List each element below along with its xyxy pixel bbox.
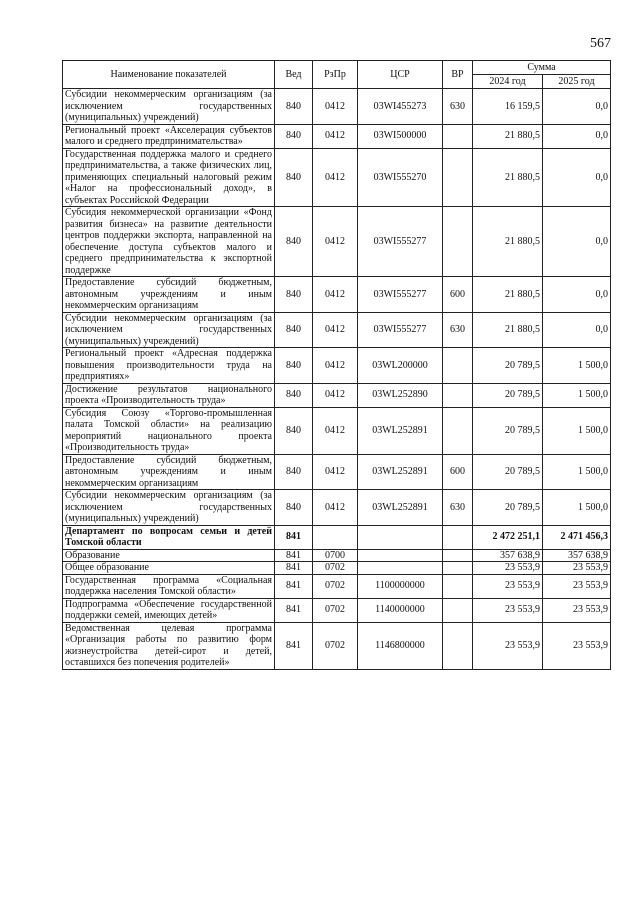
row-vr-cell: 630 <box>443 490 473 526</box>
table-body <box>63 89 611 670</box>
row-vr-cell <box>443 124 473 148</box>
row-vr-cell <box>443 598 473 622</box>
row-sum-2024-cell: 23 553,9 <box>473 622 543 669</box>
page-number: 567 <box>590 36 611 51</box>
row-sum-2024-cell: 20 789,5 <box>473 383 543 407</box>
table-row <box>63 277 611 313</box>
row-ved-cell: 841 <box>275 525 313 549</box>
row-csr-cell: 03WI455273 <box>358 89 443 125</box>
row-sum-2025-cell: 0,0 <box>543 148 611 207</box>
header-vr: ВР <box>443 61 473 89</box>
row-sum-2024-cell: 20 789,5 <box>473 490 543 526</box>
row-sum-2025-cell: 23 553,9 <box>543 598 611 622</box>
row-name-cell: Подпрограмма «Обеспечение государственной поддержки семей, имеющих детей» <box>63 598 275 622</box>
row-vr-cell: 630 <box>443 89 473 125</box>
row-rzpr-cell: 0412 <box>313 124 358 148</box>
table-row <box>63 562 611 575</box>
budget-table <box>62 60 611 670</box>
row-rzpr-cell: 0412 <box>313 407 358 454</box>
row-name-cell: Образование <box>63 549 275 562</box>
row-sum-2024-cell: 21 880,5 <box>473 312 543 348</box>
row-name-cell: Субсидия Союзу «Торгово-промышленная палата Томской области» на реализацию мероприятий национального проекта «Производительность труда» <box>63 407 275 454</box>
row-name-cell: Субсидии некоммерческим организациям (за исключением государственных (муниципальных) учреждений) <box>63 89 275 125</box>
row-sum-2025-cell: 23 553,9 <box>543 562 611 575</box>
row-rzpr-cell: 0412 <box>313 207 358 277</box>
row-sum-2025-cell: 0,0 <box>543 277 611 313</box>
row-rzpr-cell: 0702 <box>313 574 358 598</box>
row-sum-2025-cell: 1 500,0 <box>543 490 611 526</box>
row-sum-2024-cell: 23 553,9 <box>473 562 543 575</box>
table-row <box>63 348 611 384</box>
table-row <box>63 622 611 669</box>
header-ved: Вед <box>275 61 313 89</box>
table-header <box>63 61 611 89</box>
row-ved-cell: 841 <box>275 598 313 622</box>
row-name-cell: Департамент по вопросам семьи и детей Томской области <box>63 525 275 549</box>
row-vr-cell <box>443 348 473 384</box>
row-ved-cell: 840 <box>275 348 313 384</box>
row-name-cell: Общее образование <box>63 562 275 575</box>
row-csr-cell: 1146800000 <box>358 622 443 669</box>
row-ved-cell: 840 <box>275 124 313 148</box>
table-row <box>63 598 611 622</box>
row-csr-cell: 03WL252891 <box>358 407 443 454</box>
table-row <box>63 207 611 277</box>
row-sum-2025-cell: 1 500,0 <box>543 383 611 407</box>
header-year-2025: 2025 год <box>543 75 611 89</box>
table-row <box>63 525 611 549</box>
row-rzpr-cell: 0702 <box>313 562 358 575</box>
row-ved-cell: 840 <box>275 277 313 313</box>
row-vr-cell <box>443 383 473 407</box>
row-sum-2025-cell: 1 500,0 <box>543 407 611 454</box>
row-sum-2025-cell: 23 553,9 <box>543 622 611 669</box>
row-ved-cell: 840 <box>275 89 313 125</box>
row-ved-cell: 840 <box>275 383 313 407</box>
row-sum-2024-cell: 21 880,5 <box>473 277 543 313</box>
table-row <box>63 549 611 562</box>
row-rzpr-cell: 0702 <box>313 598 358 622</box>
row-vr-cell <box>443 562 473 575</box>
row-rzpr-cell: 0412 <box>313 89 358 125</box>
row-vr-cell: 600 <box>443 454 473 490</box>
row-vr-cell <box>443 525 473 549</box>
row-sum-2024-cell: 357 638,9 <box>473 549 543 562</box>
table-row <box>63 454 611 490</box>
row-ved-cell: 841 <box>275 622 313 669</box>
row-ved-cell: 840 <box>275 490 313 526</box>
table-row <box>63 124 611 148</box>
header-sum: Сумма <box>473 61 611 75</box>
row-csr-cell: 03WL200000 <box>358 348 443 384</box>
row-sum-2024-cell: 21 880,5 <box>473 124 543 148</box>
row-name-cell: Региональный проект «Адресная поддержка повышения производительности труда на предприятиях» <box>63 348 275 384</box>
row-sum-2024-cell: 23 553,9 <box>473 574 543 598</box>
row-sum-2025-cell: 0,0 <box>543 124 611 148</box>
row-sum-2024-cell: 16 159,5 <box>473 89 543 125</box>
row-sum-2024-cell: 2 472 251,1 <box>473 525 543 549</box>
row-csr-cell <box>358 549 443 562</box>
row-csr-cell: 03WI555277 <box>358 312 443 348</box>
table-row <box>63 89 611 125</box>
row-sum-2025-cell: 0,0 <box>543 312 611 348</box>
header-csr: ЦСР <box>358 61 443 89</box>
row-ved-cell: 840 <box>275 454 313 490</box>
row-sum-2024-cell: 20 789,5 <box>473 348 543 384</box>
row-vr-cell: 630 <box>443 312 473 348</box>
row-csr-cell: 03WI555277 <box>358 207 443 277</box>
row-vr-cell <box>443 622 473 669</box>
row-ved-cell: 841 <box>275 574 313 598</box>
row-name-cell: Достижение результатов национального проекта «Производительность труда» <box>63 383 275 407</box>
table-row <box>63 148 611 207</box>
table-row <box>63 407 611 454</box>
table-row <box>63 574 611 598</box>
row-rzpr-cell: 0702 <box>313 622 358 669</box>
row-csr-cell: 03WL252891 <box>358 490 443 526</box>
row-vr-cell <box>443 574 473 598</box>
row-sum-2025-cell: 0,0 <box>543 207 611 277</box>
row-sum-2024-cell: 20 789,5 <box>473 407 543 454</box>
row-ved-cell: 840 <box>275 407 313 454</box>
row-rzpr-cell: 0412 <box>313 348 358 384</box>
row-rzpr-cell: 0700 <box>313 549 358 562</box>
row-csr-cell: 1140000000 <box>358 598 443 622</box>
row-name-cell: Предоставление субсидий бюджетным, автономным учреждениям и иным некоммерческим организациям <box>63 454 275 490</box>
row-name-cell: Субсидии некоммерческим организациям (за исключением государственных (муниципальных) учреждений) <box>63 490 275 526</box>
row-sum-2024-cell: 21 880,5 <box>473 207 543 277</box>
row-csr-cell: 03WI500000 <box>358 124 443 148</box>
row-name-cell: Ведомственная целевая программа «Организация работы по развитию форм жизнеустройства детей-сирот и детей, оставшихся без попечения родителей» <box>63 622 275 669</box>
row-csr-cell <box>358 525 443 549</box>
row-sum-2025-cell: 0,0 <box>543 89 611 125</box>
row-vr-cell <box>443 407 473 454</box>
row-rzpr-cell: 0412 <box>313 312 358 348</box>
row-vr-cell: 600 <box>443 277 473 313</box>
row-rzpr-cell <box>313 525 358 549</box>
table-row <box>63 383 611 407</box>
row-csr-cell: 03WL252890 <box>358 383 443 407</box>
row-ved-cell: 840 <box>275 148 313 207</box>
table-row <box>63 490 611 526</box>
row-rzpr-cell: 0412 <box>313 277 358 313</box>
row-name-cell: Государственная программа «Социальная поддержка населения Томской области» <box>63 574 275 598</box>
row-name-cell: Региональный проект «Акселерация субъектов малого и среднего предпринимательства» <box>63 124 275 148</box>
row-csr-cell: 03WI555277 <box>358 277 443 313</box>
row-csr-cell <box>358 562 443 575</box>
row-csr-cell: 1100000000 <box>358 574 443 598</box>
row-sum-2024-cell: 21 880,5 <box>473 148 543 207</box>
row-name-cell: Предоставление субсидий бюджетным, автономным учреждениям и иным некоммерческим организациям <box>63 277 275 313</box>
header-rzpr: РзПр <box>313 61 358 89</box>
row-name-cell: Субсидии некоммерческим организациям (за исключением государственных (муниципальных) учреждений) <box>63 312 275 348</box>
row-sum-2025-cell: 1 500,0 <box>543 454 611 490</box>
row-csr-cell: 03WI555270 <box>358 148 443 207</box>
header-name: Наименование показателей <box>63 61 275 89</box>
row-ved-cell: 841 <box>275 549 313 562</box>
row-name-cell: Государственная поддержка малого и среднего предпринимательства, а также физических лиц, применяющих специальный налоговый режим «Налог на профессиональный доход», в субъектах Российской Федерации <box>63 148 275 207</box>
header-year-2024: 2024 год <box>473 75 543 89</box>
row-vr-cell <box>443 148 473 207</box>
row-sum-2024-cell: 20 789,5 <box>473 454 543 490</box>
row-rzpr-cell: 0412 <box>313 383 358 407</box>
row-rzpr-cell: 0412 <box>313 454 358 490</box>
table-row <box>63 312 611 348</box>
row-vr-cell <box>443 207 473 277</box>
row-sum-2025-cell: 23 553,9 <box>543 574 611 598</box>
row-ved-cell: 840 <box>275 312 313 348</box>
row-ved-cell: 841 <box>275 562 313 575</box>
row-rzpr-cell: 0412 <box>313 148 358 207</box>
row-sum-2025-cell: 357 638,9 <box>543 549 611 562</box>
row-vr-cell <box>443 549 473 562</box>
row-sum-2025-cell: 2 471 456,3 <box>543 525 611 549</box>
row-sum-2025-cell: 1 500,0 <box>543 348 611 384</box>
row-sum-2024-cell: 23 553,9 <box>473 598 543 622</box>
row-ved-cell: 840 <box>275 207 313 277</box>
row-name-cell: Субсидия некоммерческой организации «Фонд развития бизнеса» на развитие деятельности центров поддержки экспорта, направленной на обеспечение доступа субъектов малого и среднего предпринимательства к экспортной поддержке <box>63 207 275 277</box>
row-csr-cell: 03WL252891 <box>358 454 443 490</box>
row-rzpr-cell: 0412 <box>313 490 358 526</box>
